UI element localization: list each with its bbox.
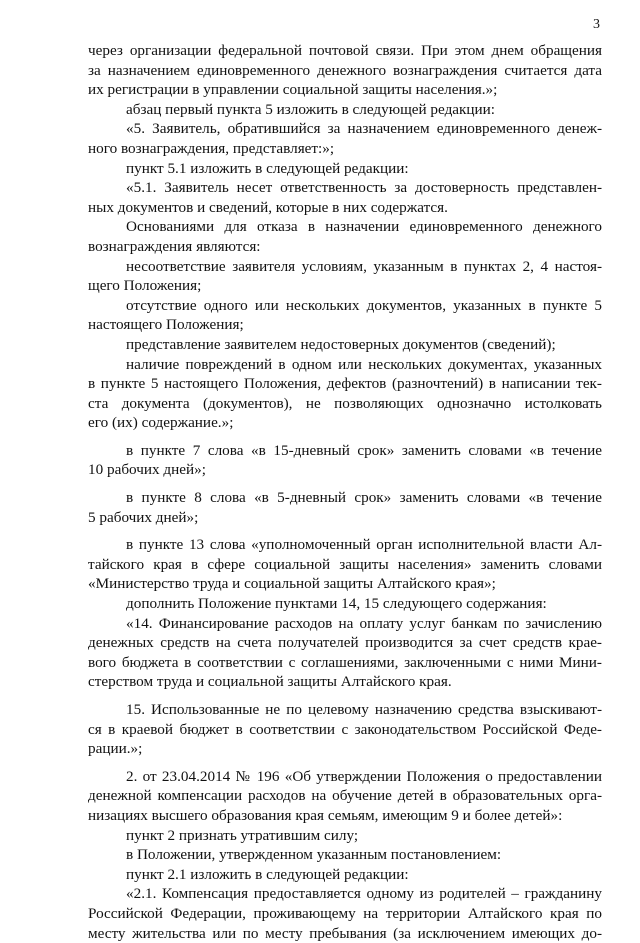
text-line: настоящего Положения; [88, 316, 244, 334]
text-line: вознаграждения являются: [88, 237, 261, 255]
text-line: его (их) содержание.»; [88, 414, 234, 432]
text-line: дополнить Положение пунктами 14, 15 следующего содержания: [126, 595, 547, 613]
text-line: в Положении, утвержденном указанным постановлением: [126, 846, 502, 864]
text-line: пункт 2 признать утратившим силу; [126, 826, 359, 844]
text-line: за назначением единовременного денежного вознаграждения считается дата [88, 61, 602, 79]
text-line: пункт 2.1 изложить в следующей редакции: [126, 865, 409, 883]
text-line: 15. Использованные не по целевому назначению средства взыскивают- [126, 701, 602, 718]
text-line: в пункте 5 настоящего Положения, дефектов (разночтений) в написании тек- [88, 375, 602, 393]
text-line: «5. Заявитель, обратившийся за назначением единовременного денеж- [126, 120, 602, 138]
text-line: «Министерство труда и социальной защиты Алтайского края»; [88, 575, 496, 593]
text-line: в пункте 13 слова «уполномоченный орган исполнительной власти Ал- [126, 536, 602, 554]
text-line: «14. Финансирование расходов на оплату услуг банкам по зачислению [126, 614, 602, 632]
text-line: ся в краевой бюджет в соответствии с законодательством Российской Феде- [88, 720, 602, 738]
page-number: 3 [593, 17, 600, 32]
text-line: «2.1. Компенсация предоставляется одному из родителей – гражданину [126, 885, 602, 903]
text-line: рации.»; [88, 740, 143, 758]
document-body [88, 41, 602, 943]
text-line: несоответствие заявителя условиям, указанным в пунктах 2, 4 настоя- [126, 257, 602, 275]
text-line: через организации федеральной почтовой связи. При этом днем обращения [88, 42, 602, 59]
text-line: в пункте 8 слова «в 5-дневный срок» заменить словами «в течение [126, 489, 602, 507]
text-line: месту жительства или по месту пребывания (за исключением имеющих до- [88, 924, 602, 942]
text-line: наличие повреждений в одном или нескольких документах, указанных [126, 355, 602, 373]
text-line: 2. от 23.04.2014 № 196 «Об утверждении Положения о предоставлении [126, 767, 602, 785]
text-line: Основаниями для отказа в назначении единовременного денежного [126, 218, 602, 236]
text-line: их регистрации в управлении социальной защиты населения.»; [88, 81, 498, 99]
text-line: тайского края в сфере социальной защиты населения» заменить словами [88, 555, 602, 573]
text-line: стерством труда и социальной защиты Алтайского края. [88, 673, 452, 691]
text-line: абзац первый пункта 5 изложить в следующей редакции: [126, 100, 496, 118]
text-line: Российской Федерации, проживающему на территории Алтайского края по [88, 904, 602, 922]
text-line: представление заявителем недостоверных документов (сведений); [126, 335, 556, 353]
text-line: 5 рабочих дней»; [88, 508, 199, 526]
text-line: денежной компенсации расходов на обучение детей в образовательных орга- [88, 787, 602, 805]
text-line: 10 рабочих дней»; [88, 461, 206, 479]
text-line: ного вознаграждения, представляет:»; [88, 139, 335, 157]
text-line: пункт 5.1 изложить в следующей редакции: [126, 159, 409, 177]
text-line: ста документа (документов), не позволяющих однозначно истолковать [88, 394, 602, 412]
text-line: денежных средств на счета получателей производится за счет средств крае- [88, 634, 602, 652]
text-line: ных документов и сведений, которые в них содержатся. [88, 198, 448, 216]
text-line: в пункте 7 слова «в 15-дневный срок» заменить словами «в течение [126, 441, 602, 459]
text-line: «5.1. Заявитель несет ответственность за достоверность представлен- [126, 179, 602, 197]
text-line: низациях высшего образования края семьям, имеющим 9 и более детей»: [88, 806, 563, 824]
text-line: отсутствие одного или нескольких документов, указанных в пункте 5 [126, 296, 602, 314]
text-line: вого бюджета в соответствии с соглашениями, заключенными с ними Мини- [88, 653, 602, 671]
text-line: щего Положения; [88, 277, 202, 295]
